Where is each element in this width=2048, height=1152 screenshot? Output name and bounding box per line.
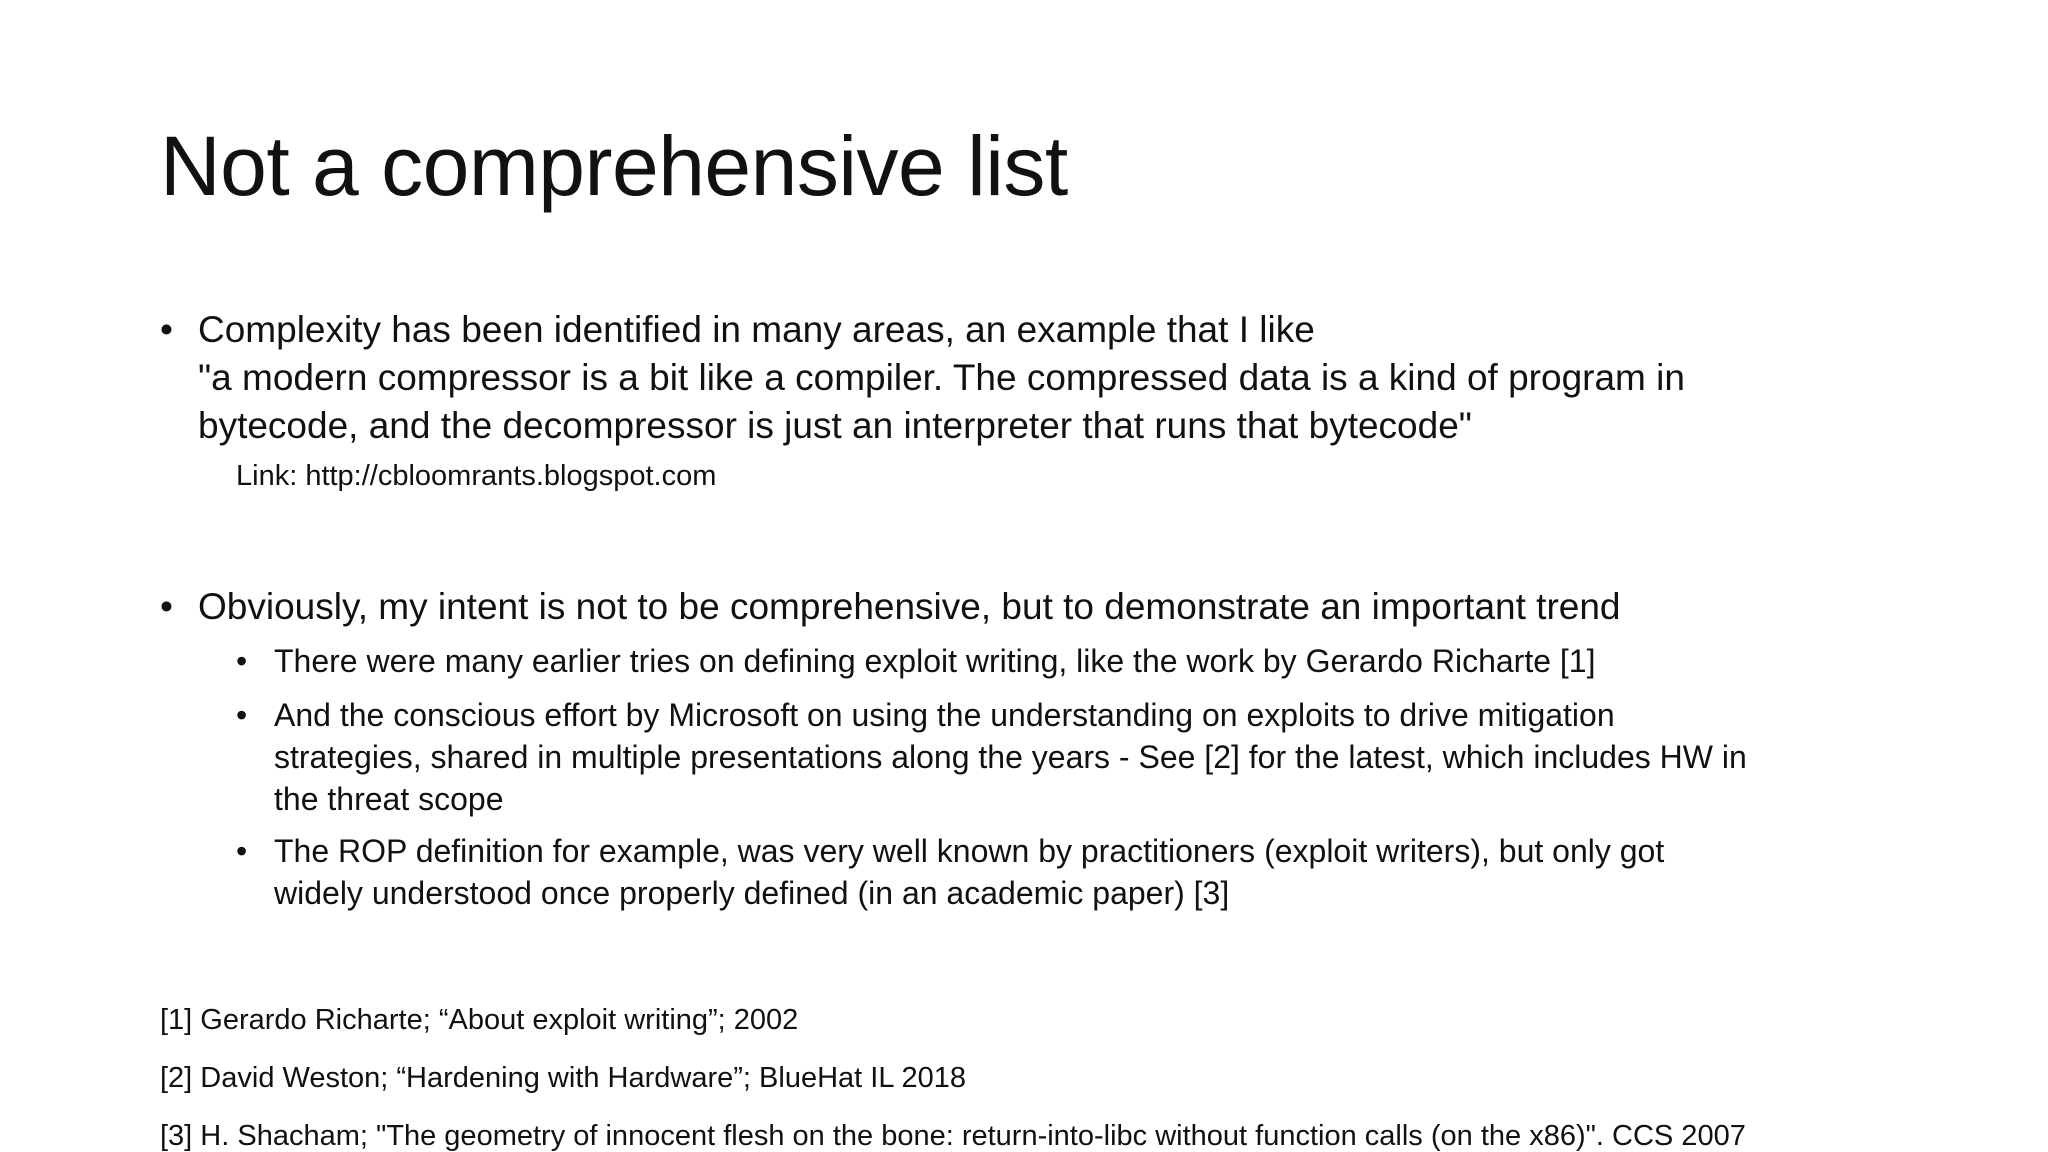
sub-bullet-marker: • [236,643,248,679]
sub-bullet-marker: • [236,833,248,869]
sub-bullet-line: the threat scope [274,781,504,817]
sub-bullet-microsoft [236,694,1936,820]
bullet-marker: • [160,586,173,627]
sub-bullet-text [274,640,1595,682]
bullet-line: bytecode, and the decompressor is just an interpreter that runs that bytecode" [198,405,1472,446]
bullet-marker: • [160,309,173,350]
sub-bullet-text [274,694,1747,820]
sub-bullet-line: widely understood once properly defined (in an academic paper) [3] [274,875,1230,911]
reference-3: [3] H. Shacham; "The geometry of innocent flesh on the bone: return-into-libc without function calls (on the x86)". CCS 2007 [160,1120,1746,1152]
bullet-line: Complexity has been identified in many areas, an example that I like [198,309,1315,350]
reference-1: [1] Gerardo Richarte; “About exploit writing”; 2002 [160,1004,799,1036]
bullet-text: Obviously, my intent is not to be comprehensive, but to demonstrate an important trend [198,586,1621,627]
bullet-complexity [160,306,1960,456]
sub-bullet-rop [236,830,1936,914]
sub-bullet-line: There were many earlier tries on defining exploit writing, like the work by Gerardo Richarte [1] [274,643,1596,679]
sub-bullet-line: The ROP definition for example, was very well known by practitioners (exploit writers), but only got [274,833,1665,869]
sub-bullet-text [274,830,1664,914]
sub-bullet-marker: • [236,697,248,733]
sub-bullet-line: And the conscious effort by Microsoft on using the understanding on exploits to drive mitigation [274,697,1615,733]
source-link: Link: http://cbloomrants.blogspot.com [236,460,717,492]
reference-2: [2] David Weston; “Hardening with Hardware”; BlueHat IL 2018 [160,1062,966,1094]
bullet-line: "a modern compressor is a bit like a compiler. The compressed data is a kind of program in [198,357,1685,398]
bullet-text [198,306,1685,450]
slide-title: Not a comprehensive list [160,119,1068,213]
bullet-intent [160,583,1960,633]
sub-bullet-richarte [236,640,1936,682]
sub-bullet-line: strategies, shared in multiple presentations along the years - See [2] for the latest, which includes HW in [274,739,1747,775]
